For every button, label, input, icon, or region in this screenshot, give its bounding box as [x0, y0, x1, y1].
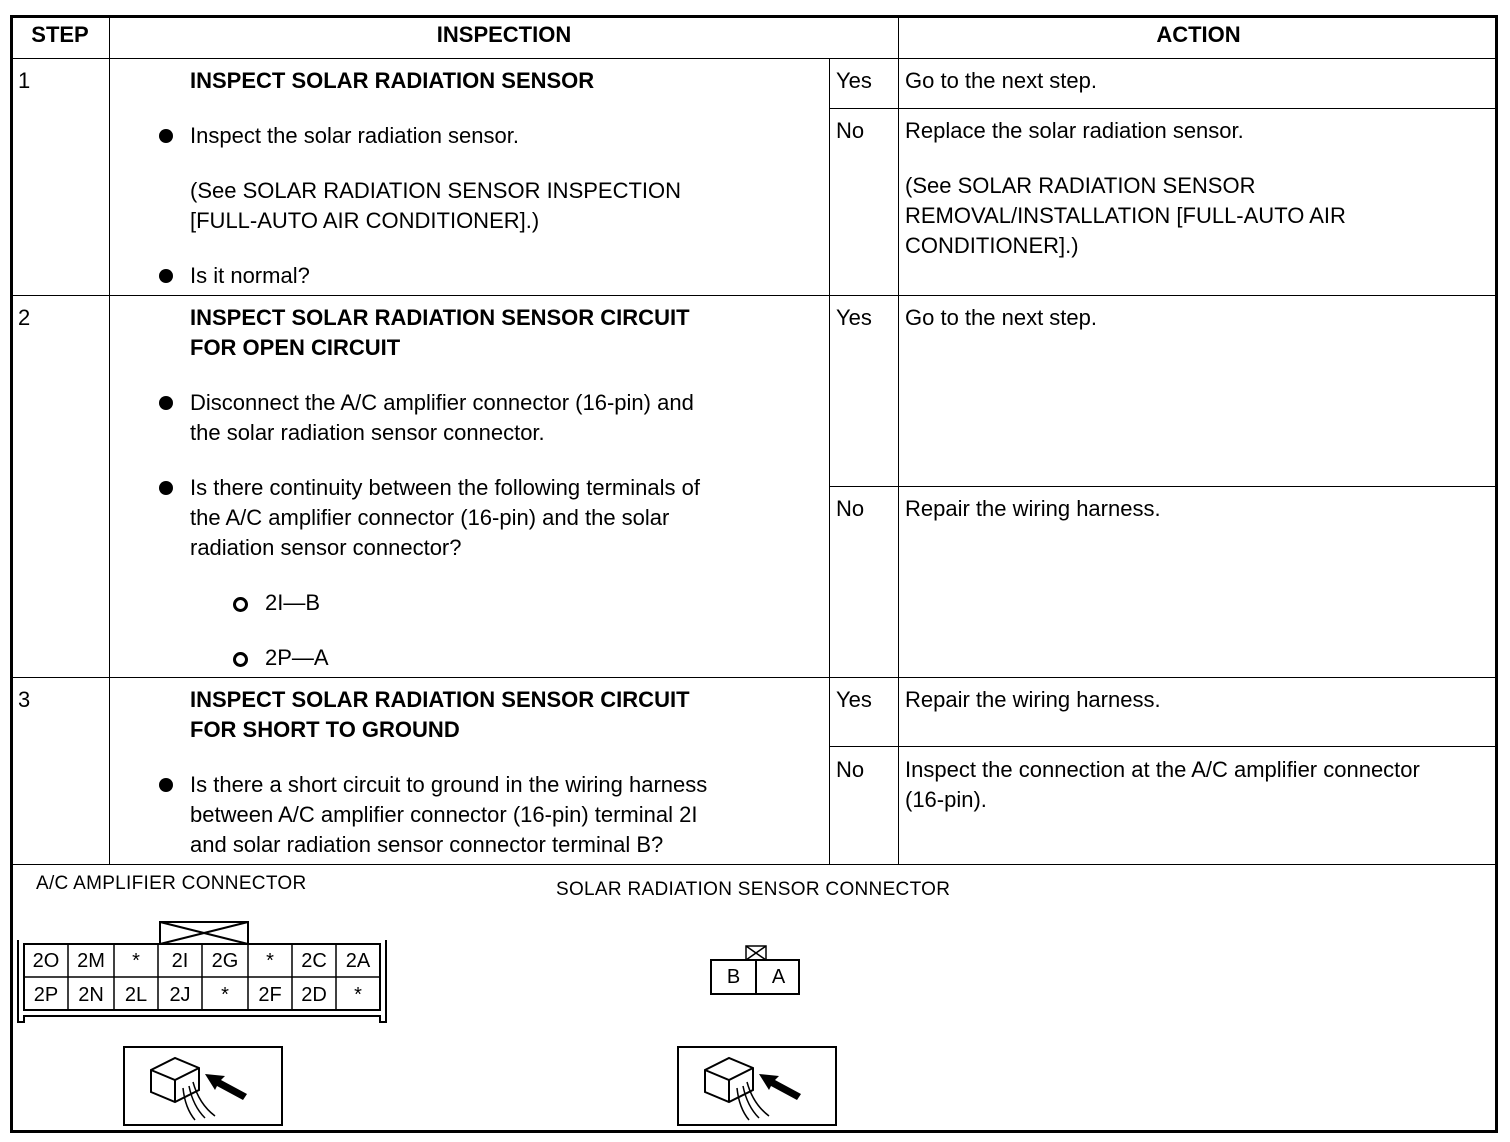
step-3-bullet-line: and solar radiation sensor connector terminal B? — [190, 832, 664, 857]
action-col-divider — [898, 15, 899, 865]
step-3-yes-label: Yes — [836, 687, 872, 712]
bullet-icon — [159, 269, 173, 283]
step-1-note-line: (See SOLAR RADIATION SENSOR INSPECTION — [190, 178, 682, 203]
amp-pin: 2L — [124, 984, 148, 1006]
bullet-icon — [159, 129, 173, 143]
step-2-bullet2-line: radiation sensor connector? — [190, 535, 462, 560]
step-3-title-line: FOR SHORT TO GROUND — [190, 717, 460, 742]
step-2-title-line: INSPECT SOLAR RADIATION SENSOR CIRCUIT — [190, 305, 690, 330]
header-divider — [10, 58, 1498, 59]
step-1-note-line: [FULL-AUTO AIR CONDITIONER].) — [190, 208, 540, 233]
step-1-no-note-line: REMOVAL/INSTALLATION [FULL-AUTO AIR — [905, 203, 1346, 228]
row3-yes-divider — [829, 746, 1498, 747]
step-1-yes-label: Yes — [836, 68, 872, 93]
row1-divider — [10, 295, 1498, 296]
step-2-title-line: FOR OPEN CIRCUIT — [190, 335, 401, 360]
sensor-pin: B — [726, 966, 741, 988]
amp-pin: * — [221, 984, 229, 1006]
bullet-icon — [159, 396, 173, 410]
header-action: ACTION — [1156, 22, 1241, 47]
step-2-number: 2 — [18, 305, 31, 330]
step-2-yes-label: Yes — [836, 305, 872, 330]
step-2-bullet1-line: the solar radiation sensor connector. — [190, 420, 545, 445]
step-3-bullet-line: Is there a short circuit to ground in the wiring harness — [190, 772, 708, 797]
sensor-pin: A — [771, 966, 786, 988]
amp-pin: 2O — [32, 950, 60, 972]
step-3-no-action-line: Inspect the connection at the A/C amplifier connector — [905, 757, 1420, 782]
row2-yes-divider — [829, 486, 1498, 487]
amp-pin: 2D — [301, 984, 327, 1006]
harness-side-connector-icon — [123, 1046, 283, 1126]
step-3-no-label: No — [836, 757, 865, 782]
amp-pin: * — [354, 984, 362, 1006]
sub-bullet-icon — [233, 597, 248, 612]
step-2-yes-action: Go to the next step. — [905, 305, 1098, 330]
step-2-no-label: No — [836, 496, 865, 521]
step-2-no-action: Repair the wiring harness. — [905, 496, 1161, 521]
amp-pin: 2J — [169, 984, 191, 1006]
bullet-icon — [159, 778, 173, 792]
step-1-no-note-line: CONDITIONER].) — [905, 233, 1079, 258]
step-3-number: 3 — [18, 687, 31, 712]
amp-pin: 2C — [301, 950, 327, 972]
step-2-sub-item: 2I—B — [265, 590, 321, 615]
step-1-yes-action: Go to the next step. — [905, 68, 1098, 93]
step-col-divider — [109, 15, 110, 865]
row1-yes-divider — [829, 108, 1498, 109]
amp-pin: 2M — [77, 950, 105, 972]
amp-pin: 2G — [211, 950, 239, 972]
step-3-title-line: INSPECT SOLAR RADIATION SENSOR CIRCUIT — [190, 687, 690, 712]
yesno-col-divider — [829, 58, 830, 865]
amp-pin: 2A — [345, 950, 371, 972]
harness-side-connector-icon — [677, 1046, 837, 1126]
amp-pin: 2F — [258, 984, 282, 1006]
step-2-bullet2-line: Is there continuity between the following terminals of — [190, 475, 700, 500]
step-1-title: INSPECT SOLAR RADIATION SENSOR — [190, 68, 595, 93]
step-1-no-label: No — [836, 118, 865, 143]
header-inspection: INSPECTION — [436, 22, 572, 47]
step-3-yes-action: Repair the wiring harness. — [905, 687, 1161, 712]
step-1-bullet: Inspect the solar radiation sensor. — [190, 123, 519, 148]
row2-divider — [10, 677, 1498, 678]
amp-pin: 2P — [33, 984, 59, 1006]
amp-pin: * — [266, 950, 274, 972]
step-2-bullet1-line: Disconnect the A/C amplifier connector (16-pin) and — [190, 390, 694, 415]
step-1-question: Is it normal? — [190, 263, 310, 288]
sub-bullet-icon — [233, 652, 248, 667]
step-1-number: 1 — [18, 68, 31, 93]
amp-connector-caption: A/C AMPLIFIER CONNECTOR — [36, 873, 307, 894]
amp-pin: * — [132, 950, 140, 972]
step-1-no-note-line: (See SOLAR RADIATION SENSOR — [905, 173, 1256, 198]
sensor-connector-caption: SOLAR RADIATION SENSOR CONNECTOR — [556, 879, 951, 900]
header-step: STEP — [31, 22, 89, 47]
step-2-bullet2-line: the A/C amplifier connector (16-pin) and the solar — [190, 505, 670, 530]
amp-pin: 2I — [171, 950, 189, 972]
step-1-no-action: Replace the solar radiation sensor. — [905, 118, 1244, 143]
step-3-bullet-line: between A/C amplifier connector (16-pin) terminal 2I — [190, 802, 698, 827]
bullet-icon — [159, 481, 173, 495]
table-bottom-divider — [10, 864, 1498, 865]
step-2-sub-item: 2P—A — [265, 645, 329, 670]
amp-pin: 2N — [78, 984, 104, 1006]
step-3-no-action-line: (16-pin). — [905, 787, 987, 812]
